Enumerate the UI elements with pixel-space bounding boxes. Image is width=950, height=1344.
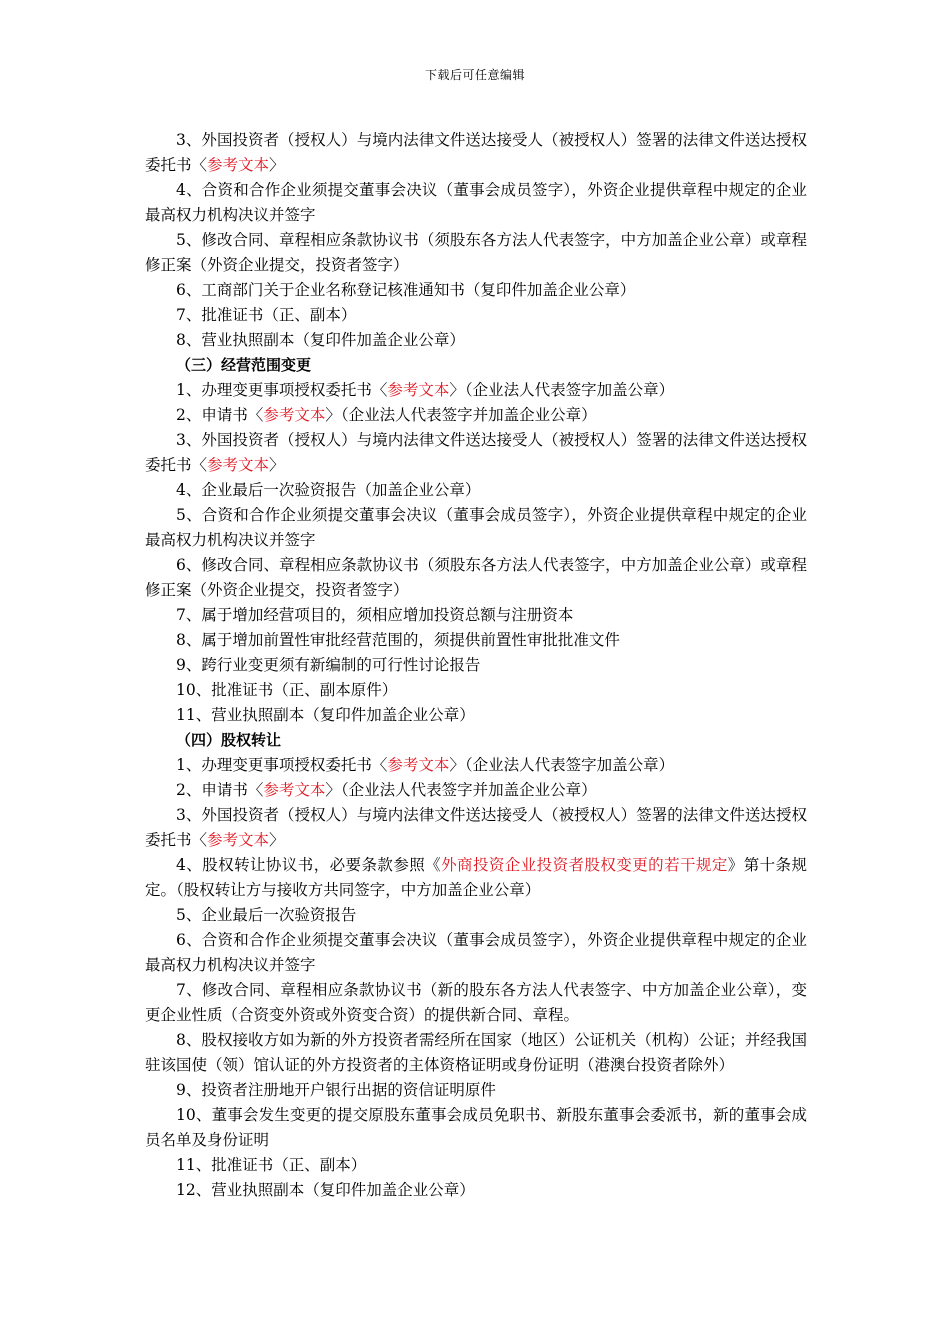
paragraph-text: 2、申请书〈 [176, 406, 264, 424]
paragraph-text: 11、营业执照副本（复印件加盖企业公章） [176, 706, 475, 724]
paragraph-text: 4、企业最后一次验资报告（加盖企业公章） [176, 481, 481, 499]
list-item [145, 928, 807, 978]
paragraph-text: 4、股权转让协议书，必要条款参照《 [176, 856, 442, 874]
list-item [145, 328, 807, 353]
list-item [145, 1178, 807, 1203]
section-heading [145, 353, 807, 378]
reference-link[interactable]: 参考文本 [263, 406, 326, 424]
paragraph-text: 5、修改合同、章程相应条款协议书（须股东各方法人代表签字，中方加盖企业公章）或章程修正案（外资企业提交，投资者签字） [145, 231, 807, 274]
list-item [145, 703, 807, 728]
list-item [145, 853, 807, 903]
paragraph-text: 7、属于增加经营项目的，须相应增加投资总额与注册资本 [176, 606, 574, 624]
list-item [145, 428, 807, 478]
list-item [145, 1153, 807, 1178]
list-item [145, 628, 807, 653]
paragraph-text: 8、股权接收方如为新的外方投资者需经所在国家（地区）公证机关（机构）公证；并经我国驻该国使（领）馆认证的外方投资者的主体资格证明或身份证明（港澳台投资者除外） [145, 1031, 807, 1074]
paragraph-text: 2、申请书〈 [176, 781, 264, 799]
paragraph-text: 5、合资和合作企业须提交董事会决议（董事会成员签字），外资企业提供章程中规定的企业最高权力机构决议并签字 [145, 506, 807, 549]
paragraph-text: 3、外国投资者（授权人）与境内法律文件送达接受人（被授权人）签署的法律文件送达授权委托书〈 [145, 806, 807, 849]
list-item [145, 803, 807, 853]
list-item [145, 678, 807, 703]
list-item [145, 753, 807, 778]
paragraph-text: 〉（企业法人代表签字加盖公章） [449, 756, 675, 774]
paragraph-text: 1、办理变更事项授权委托书〈 [176, 381, 388, 399]
section-heading [145, 728, 807, 753]
paragraph-text: 〉 [269, 831, 285, 849]
list-item [145, 1103, 807, 1153]
paragraph-text: 3、外国投资者（授权人）与境内法律文件送达接受人（被授权人）签署的法律文件送达授权委托书〈 [145, 431, 807, 474]
paragraph-text: 10、批准证书（正、副本原件） [176, 681, 398, 699]
paragraph-text: 10、董事会发生变更的提交原股东董事会成员免职书、新股东董事会委派书，新的董事会成员名单及身份证明 [145, 1106, 807, 1149]
list-item [145, 778, 807, 803]
list-item [145, 178, 807, 228]
paragraph-text: （三）经营范围变更 [176, 356, 312, 374]
paragraph-text: 〉 [269, 456, 285, 474]
paragraph-text: 〉 [269, 156, 285, 174]
paragraph-text: 7、批准证书（正、副本） [176, 306, 357, 324]
document-body [145, 128, 807, 1203]
list-item [145, 278, 807, 303]
reference-link[interactable]: 参考文本 [207, 156, 270, 174]
paragraph-text: 9、投资者注册地开户银行出据的资信证明原件 [176, 1081, 496, 1099]
paragraph-text: 6、修改合同、章程相应条款协议书（须股东各方法人代表签字，中方加盖企业公章）或章程修正案（外资企业提交，投资者签字） [145, 556, 807, 599]
paragraph-text: 12、营业执照副本（复印件加盖企业公章） [176, 1181, 475, 1199]
list-item [145, 303, 807, 328]
list-item [145, 903, 807, 928]
reference-link[interactable]: 参考文本 [207, 456, 270, 474]
list-item [145, 553, 807, 603]
paragraph-text: 6、合资和合作企业须提交董事会决议（董事会成员签字），外资企业提供章程中规定的企业最高权力机构决议并签字 [145, 931, 807, 974]
list-item [145, 1028, 807, 1078]
list-item [145, 403, 807, 428]
paragraph-text: 6、工商部门关于企业名称登记核准通知书（复印件加盖企业公章） [176, 281, 636, 299]
paragraph-text: 1、办理变更事项授权委托书〈 [176, 756, 388, 774]
paragraph-text: 8、属于增加前置性审批经营范围的，须提供前置性审批批准文件 [176, 631, 620, 649]
paragraph-text: 〉（企业法人代表签字加盖公章） [449, 381, 675, 399]
list-item [145, 1078, 807, 1103]
paragraph-text: 8、营业执照副本（复印件加盖企业公章） [176, 331, 465, 349]
list-item [145, 978, 807, 1028]
reference-link[interactable]: 参考文本 [387, 381, 450, 399]
paragraph-text: 9、跨行业变更须有新编制的可行性讨论报告 [176, 656, 481, 674]
paragraph-text: 3、外国投资者（授权人）与境内法律文件送达接受人（被授权人）签署的法律文件送达授权委托书〈 [145, 131, 807, 174]
reference-link[interactable]: 参考文本 [263, 781, 326, 799]
page-header: 下载后可任意编辑 [424, 68, 525, 82]
list-item [145, 478, 807, 503]
paragraph-text: 〉（企业法人代表签字并加盖企业公章） [325, 781, 597, 799]
reference-link[interactable]: 参考文本 [207, 831, 270, 849]
list-item [145, 503, 807, 553]
paragraph-text: 5、企业最后一次验资报告 [176, 906, 357, 924]
paragraph-text: （四）股权转让 [176, 731, 282, 749]
paragraph-text: 〉（企业法人代表签字并加盖企业公章） [325, 406, 597, 424]
paragraph-text: 7、修改合同、章程相应条款协议书（新的股东各方法人代表签字、中方加盖企业公章），变更企业性质（合资变外资或外资变合资）的提供新合同、章程。 [145, 981, 807, 1024]
list-item [145, 653, 807, 678]
list-item [145, 378, 807, 403]
list-item [145, 128, 807, 178]
paragraph-text: 》第十条规定。（股权转让方与接收方共同签字，中方加盖企业公章） [145, 856, 807, 899]
paragraph-text: 11、批准证书（正、副本） [176, 1156, 367, 1174]
list-item [145, 228, 807, 278]
paragraph-text: 4、合资和合作企业须提交董事会决议（董事会成员签字），外资企业提供章程中规定的企业最高权力机构决议并签字 [145, 181, 807, 224]
list-item [145, 603, 807, 628]
reference-link[interactable]: 外商投资企业投资者股权变更的若干规定 [441, 856, 728, 874]
reference-link[interactable]: 参考文本 [387, 756, 450, 774]
